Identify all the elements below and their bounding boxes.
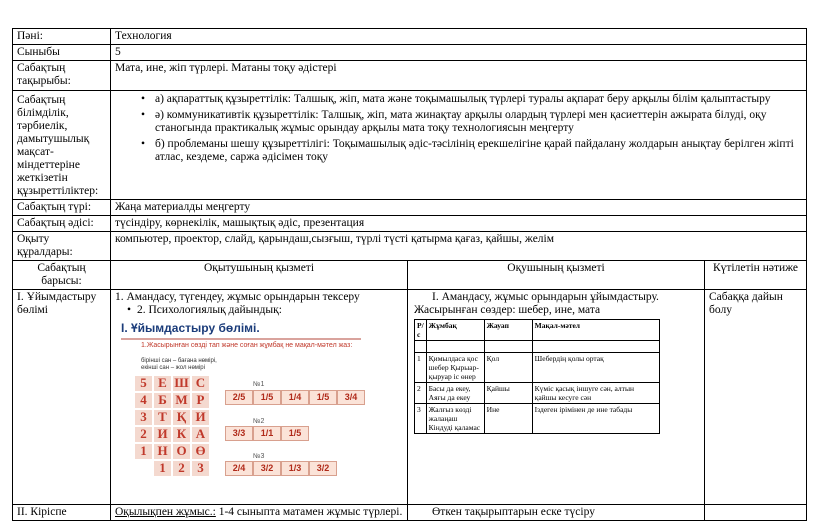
riddle-text: Жалғыз көзді жалаңаш Кіндуді қаламас <box>426 404 484 434</box>
riddle-answer: Ине <box>484 404 532 434</box>
stage-2-result <box>705 505 807 521</box>
group-1-label: №1 <box>253 381 265 388</box>
grid-cell <box>135 461 152 476</box>
code-cell: 3/2 <box>309 461 337 476</box>
row-grade <box>13 45 807 61</box>
grid-cell: А <box>192 427 209 442</box>
textbook-work-label: Оқылықпен жұмыс.: <box>115 506 216 518</box>
grid-cell: 2 <box>135 427 152 442</box>
riddles-header-row <box>415 320 660 341</box>
stage-1-teacher <box>111 290 408 505</box>
objectives-list <box>135 93 802 164</box>
textbook-work-text: 1-4 сыныпта матамен жұмыс түрлері. <box>215 506 403 518</box>
code-cell: 3/3 <box>225 426 253 441</box>
group-3-codes <box>225 461 337 476</box>
slide-hint-1: бірінші сан – бағана нөмірі, <box>141 358 217 364</box>
grid-cell: И <box>154 427 171 442</box>
slide-instruction: 1.Жасырынған сөзді тап және соған жұмбақ не мақал-мәтел жаз: <box>141 342 353 349</box>
riddles-row <box>415 383 660 404</box>
grid-cell: О <box>173 444 190 459</box>
objective-item: • ә) коммуникативтік құзыреттілік: Талшық, жіп, мата жинақтау арқылы олардың түрлері мен қасиеттерін ажырата білуді, оқу станогында практикалық жұмыс орындау арқылы мата тоқу технологиясын меңгерту <box>149 109 802 135</box>
grid-cell: Е <box>154 376 171 391</box>
grid-cell: Б <box>154 393 171 408</box>
row-lesson-type <box>13 200 807 216</box>
grid-cell: Ө <box>192 444 209 459</box>
grid-cell: Ш <box>174 375 189 390</box>
row-topic <box>13 61 807 91</box>
stages-header: Сабақтың барысы: <box>13 261 111 290</box>
stage-1-student <box>408 290 705 505</box>
riddle-answer: Қайшы <box>484 383 532 404</box>
code-cell: 1/3 <box>281 461 309 476</box>
code-cell: 1/5 <box>253 390 281 405</box>
puzzle-slide <box>115 320 377 496</box>
grid-cell: 3 <box>135 410 152 425</box>
code-cell: 1/1 <box>253 426 281 441</box>
grid-cell: 4 <box>135 393 152 408</box>
grid-cell: 1 <box>154 461 171 476</box>
riddles-row <box>415 353 660 383</box>
riddle-num: 1 <box>415 353 427 383</box>
method-value: түсіндіру, көрнекілік, машықтық әдіс, презентация <box>111 216 807 232</box>
code-cell: 1/5 <box>309 390 337 405</box>
stage-2-teacher <box>111 505 408 521</box>
riddles-header-num: Р/с <box>415 320 427 341</box>
row-method <box>13 216 807 232</box>
grid-cell: 1 <box>135 444 152 459</box>
code-cell: 3/4 <box>337 390 365 405</box>
slide-hint <box>141 358 361 372</box>
objective-item: • б) проблеманы шешу құзыреттілігі: Тоқымашылық әдіс-тәсілінің ерекшелігіне қарай пайдалану жолдарын анықтау берілген жіпті атлас, кездеме, саржа әдісімен тоқу <box>149 138 802 164</box>
lesson-type-value: Жаңа материалды меңгерту <box>111 200 807 216</box>
student-header: Оқушының қызметі <box>408 261 705 290</box>
grid-cell: М <box>173 393 190 408</box>
row-subject <box>13 29 807 45</box>
grid-cell: Қ <box>173 410 190 425</box>
stage-2-student: Өткен тақырыптарын еске түсіру <box>408 505 705 521</box>
slide-hint-2: екінші сан – жол нөмірі <box>141 365 205 371</box>
group-1-codes <box>225 390 365 405</box>
row-tools <box>13 232 807 261</box>
riddles-row <box>415 341 660 353</box>
riddle-proverb: Күміс қасық іншуге сән, алтын қайшы кесуге сән <box>532 383 659 404</box>
riddle-proverb: Шебердің қолы ортақ <box>532 353 659 383</box>
lesson-type-label: Сабақтың түрі: <box>13 200 111 216</box>
grid-cell: С <box>192 376 209 391</box>
tools-label: Оқыту құралдары: <box>13 232 111 261</box>
group-3-label: №3 <box>253 453 265 460</box>
grid-cell: 3 <box>192 461 209 476</box>
stage-1-result: Сабаққа дайын болу <box>705 290 807 505</box>
grid-cell: Т <box>154 410 171 425</box>
teacher-header: Оқытушының қызметі <box>111 261 408 290</box>
riddles-header-proverb: Мақал-мәтел <box>532 320 659 341</box>
stage-2-name: ІІ. Кіріспе <box>13 505 111 521</box>
code-cell: 1/5 <box>281 426 309 441</box>
riddle-text: Басы да екеу, Аяғы да екеу <box>426 383 484 404</box>
grid-cell: 2 <box>173 461 190 476</box>
hidden-words: Жасырынған сөздер: шебер, ине, мата <box>414 304 601 316</box>
riddles-table <box>414 319 660 434</box>
slide-title: І. Ұйымдастыру бөлімі. <box>121 322 361 340</box>
grid-cell: Н <box>154 444 171 459</box>
row-stage-1 <box>13 290 807 505</box>
code-cell: 1/4 <box>281 390 309 405</box>
objectives-list-cell <box>111 91 807 200</box>
riddles-header-answer: Жауап <box>484 320 532 341</box>
topic-label: Сабақтың тақырыбы: <box>13 61 111 91</box>
lesson-plan-table <box>12 28 807 521</box>
grade-value: 5 <box>111 45 807 61</box>
stage-1-name: І. Ұйымдастыру бөлімі <box>13 290 111 505</box>
grade-label: Сыныбы <box>13 45 111 61</box>
group-2-codes <box>225 426 309 441</box>
teacher-step-2: • 2. Психологиялық дайындық: <box>115 304 403 317</box>
code-cell: 2/4 <box>225 461 253 476</box>
tools-value: компьютер, проектор, слайд, қарындаш,сызғыш, түрлі түсті қатырма қағаз, қайшы, желім <box>111 232 807 261</box>
code-cell: 2/5 <box>225 390 253 405</box>
code-cell: 3/2 <box>253 461 281 476</box>
row-objectives <box>13 91 807 200</box>
grid-cell: И <box>192 410 209 425</box>
riddles-row <box>415 404 660 434</box>
result-header: Күтілетін нәтиже <box>705 261 807 290</box>
riddle-num: 3 <box>415 404 427 434</box>
row-stage-header <box>13 261 807 290</box>
subject-label: Пәні: <box>13 29 111 45</box>
letter-grid <box>133 374 211 478</box>
group-2-label: №2 <box>253 418 265 425</box>
topic-value: Мата, ине, жіп түрлері. Матаны тоқу әдістері <box>111 61 807 91</box>
teacher-step-1: 1. Амандасу, түгендеу, жұмыс орындарын тексеру <box>115 291 360 303</box>
method-label: Сабақтың әдісі: <box>13 216 111 232</box>
riddle-proverb: Іздеген ірімінен де ине табады <box>532 404 659 434</box>
riddle-text: Қимылдаса қос шебер Қырыар-қыруар іс өнер <box>426 353 484 383</box>
objective-item: • а) ақпараттық құзыреттілік: Талшық, жіп, мата және тоқымашылық түрлері туралы ақпарат беру арқылы білім қалыптастыру <box>149 93 802 106</box>
student-step-1: І. Амандасу, жұмыс орындарын ұйымдастыру. <box>432 291 659 303</box>
subject-value: Технология <box>111 29 807 45</box>
objectives-label: Сабақтың білімділік, тәрбиелік, дамытушылық мақсат-міндеттеріне жеткізетін құзыреттіліктер: <box>13 91 111 200</box>
grid-cell: К <box>173 427 190 442</box>
row-stage-2 <box>13 505 807 521</box>
riddle-num: 2 <box>415 383 427 404</box>
riddle-answer: Қол <box>484 353 532 383</box>
riddles-header-riddle: Жұмбақ <box>426 320 484 341</box>
grid-cell: Р <box>192 393 209 408</box>
grid-cell: 5 <box>135 376 152 391</box>
